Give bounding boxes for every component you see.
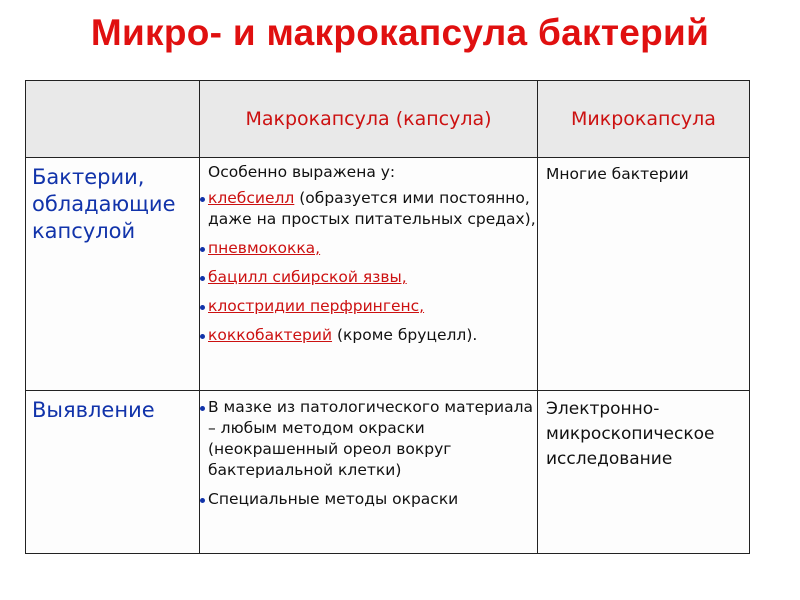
macro-cell: [200, 158, 538, 391]
list-item: [200, 238, 537, 259]
macro-intro: Особенно выражена у:: [208, 163, 396, 181]
comparison-table: [25, 80, 750, 554]
table-row: [26, 391, 750, 554]
detection-list: [200, 397, 537, 510]
header-empty-cell: [26, 81, 200, 158]
header-microcapsule: Микрокапсула: [538, 81, 750, 158]
bacteria-list: [200, 188, 537, 346]
list-item: [200, 325, 537, 346]
list-item: [200, 267, 537, 288]
micro-cell: [538, 158, 750, 391]
bacteria-note: (кроме бруцелл).: [332, 326, 478, 344]
page-title: Микро- и макрокапсула бактерий: [90, 12, 710, 53]
bacteria-name: пневмококка,: [208, 239, 321, 257]
bacteria-name: коккобактерий: [208, 326, 333, 344]
bacteria-name: клостридии перфрингенс,: [208, 297, 425, 315]
row-header-cell: [26, 391, 200, 554]
table-header-row: [26, 81, 750, 158]
header-macrocapsule: Макрокапсула (капсула): [200, 81, 538, 158]
row-label-bacteria: Бактерии, обладающие капсулой: [32, 165, 176, 243]
micro-detection-text: Электронно-микроскопическое исследование: [546, 399, 715, 469]
bacteria-name: бацилл сибирской язвы,: [208, 268, 407, 286]
list-item: [200, 188, 537, 230]
macro-detection-cell: [200, 391, 538, 554]
micro-bacteria-text: Многие бактерии: [546, 165, 689, 183]
list-item: [200, 296, 537, 317]
micro-detection-cell: [538, 391, 750, 554]
row-header-cell: [26, 158, 200, 391]
list-item: В мазке из патологического материала – любым методом окраски (неокрашенный ореол вокруг бактериальной клетки): [200, 397, 537, 481]
table-row: [26, 158, 750, 391]
list-item: Специальные методы окраски: [200, 489, 537, 510]
row-label-detection: Выявление: [32, 398, 155, 422]
bacteria-note: (образуется ими постоянно, даже на простых питательных средах),: [208, 189, 536, 228]
bacteria-name: клебсиелл: [208, 189, 295, 207]
